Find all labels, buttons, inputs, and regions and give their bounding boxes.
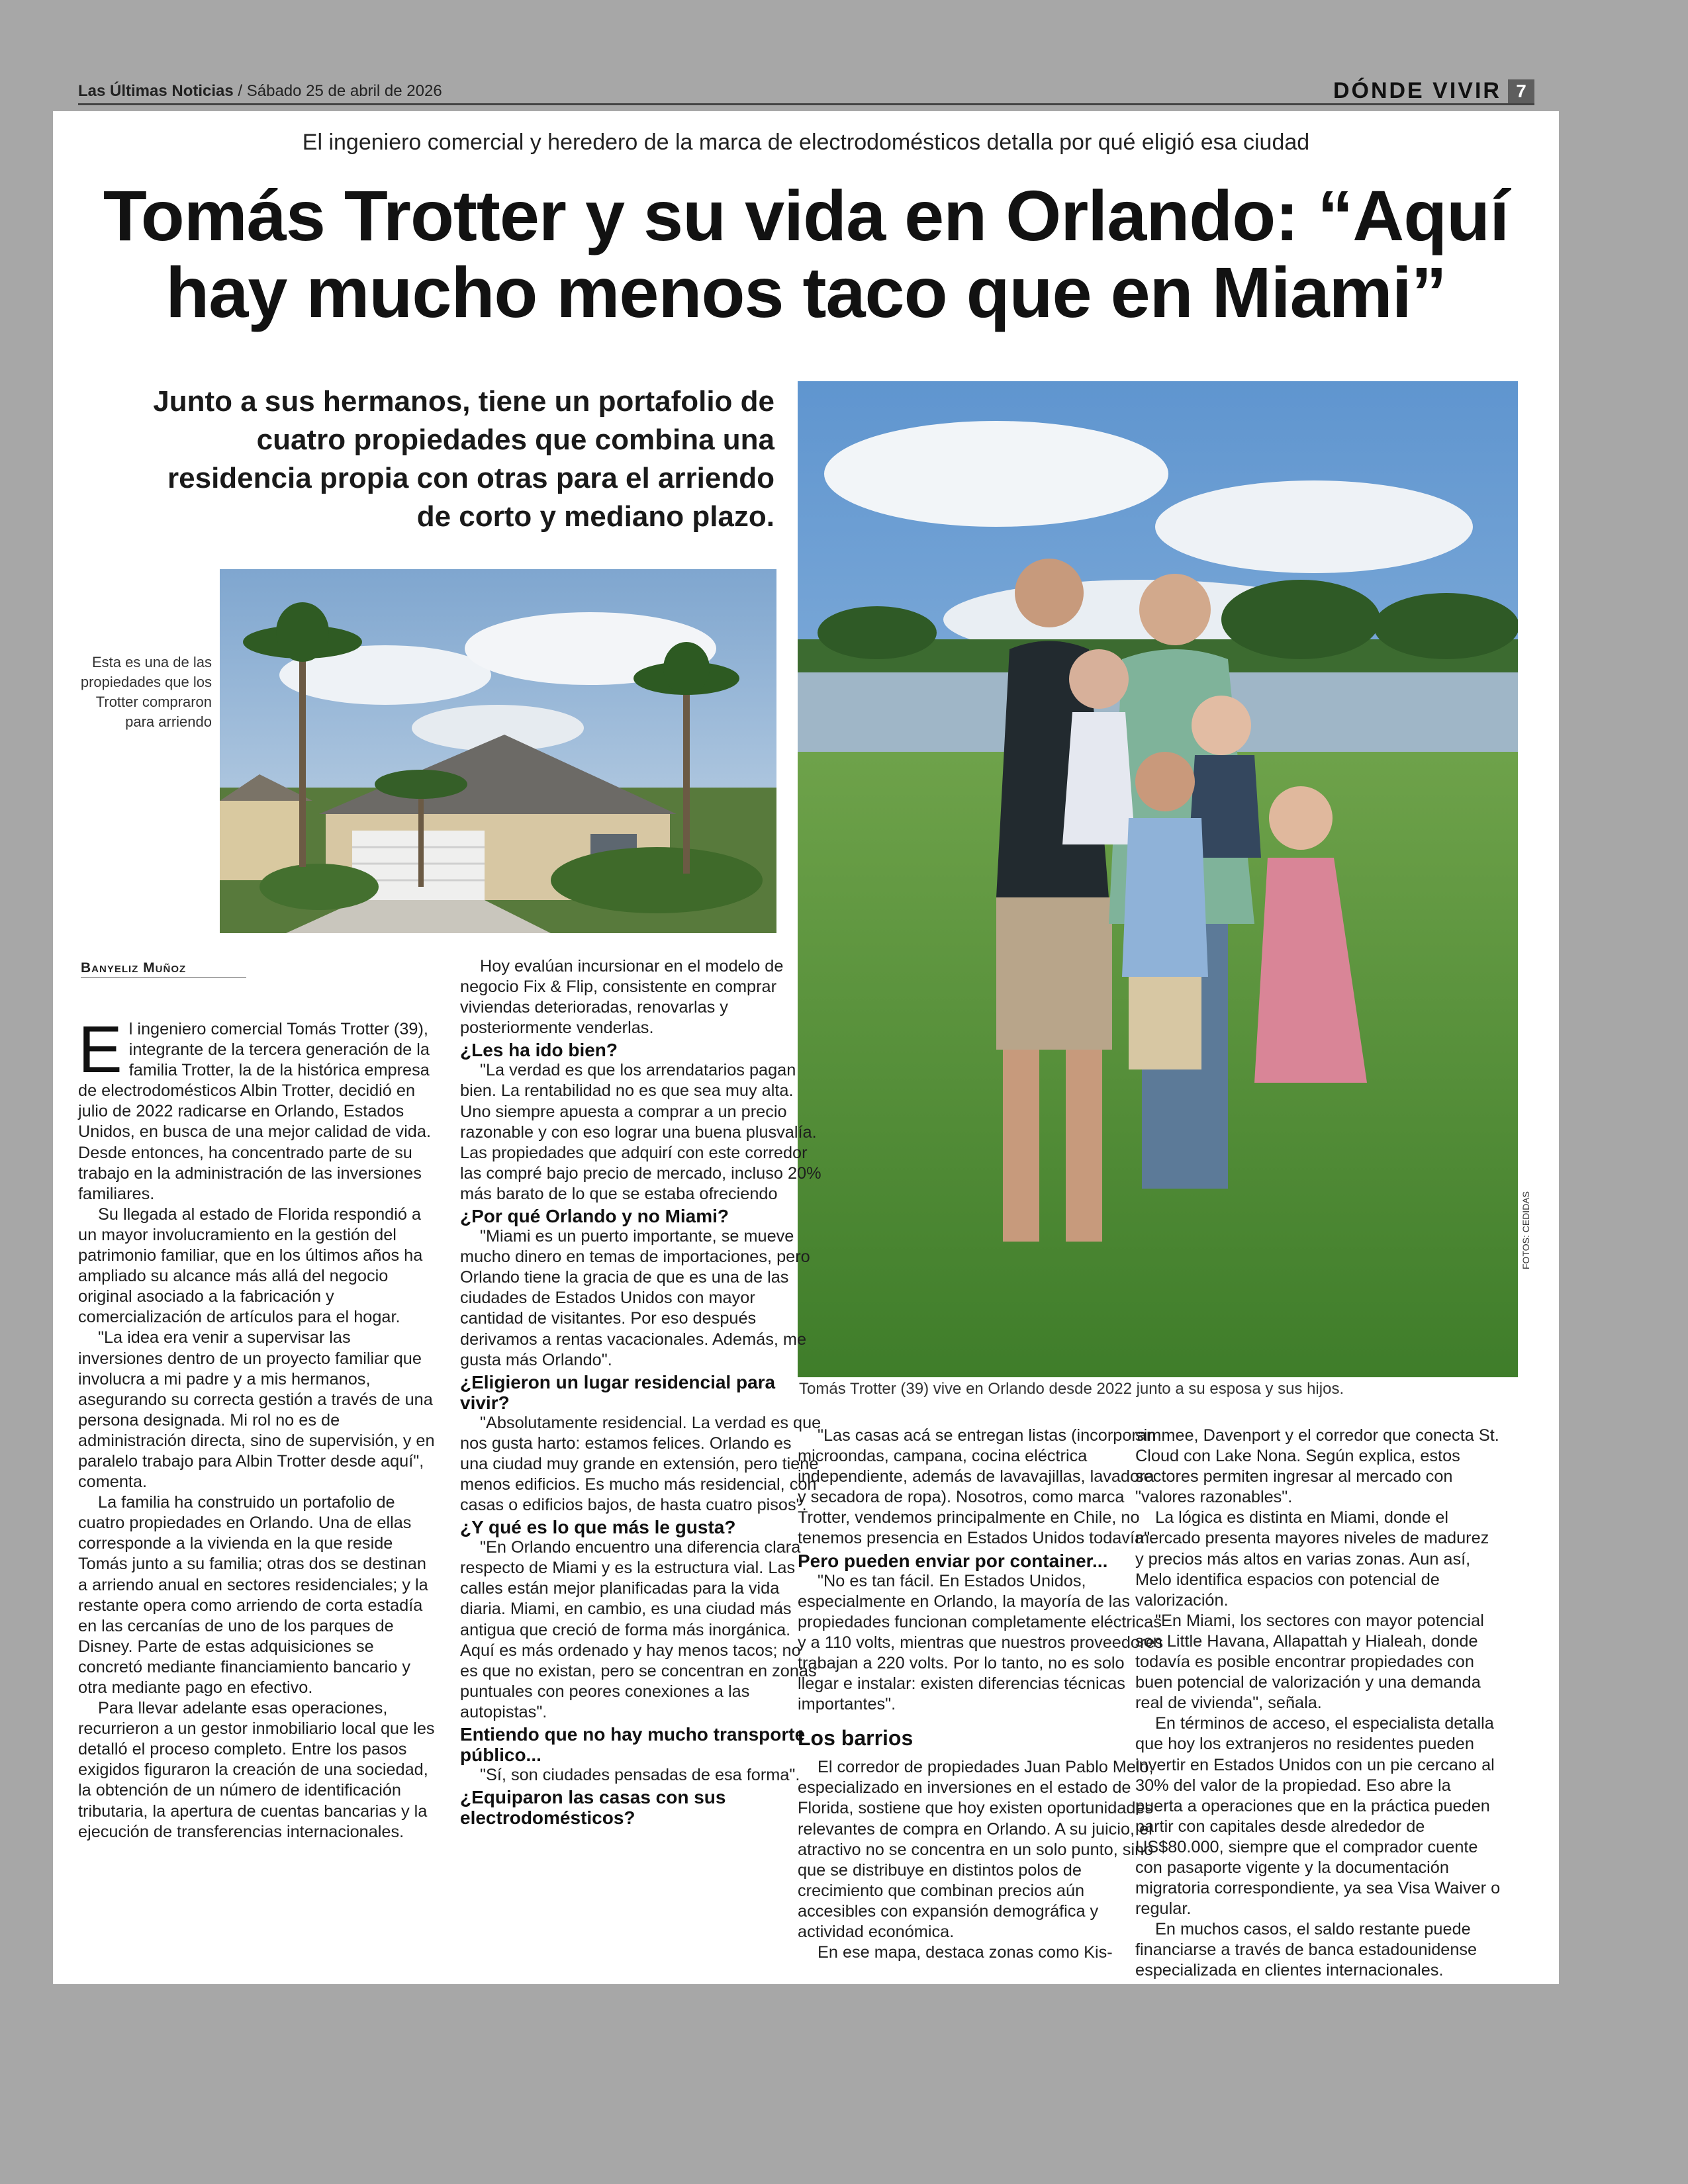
body-paragraph: "La verdad es que los arrendatarios pagan bien. La rentabilidad no es que sea muy alta. Uno siempre apuesta a comprar a un precio razonable y con eso lograr una buena plusvalía. Las propiedades que adquirí con este corredor las compré bajo precio de mercado, incluso 20% más barato de lo que se estaba ofreciendo: [460, 1061, 821, 1203]
article-kicker: El ingeniero comercial y heredero de la marca de electrodomésticos detalla por qué eligió esa ciudad: [302, 130, 1310, 155]
body-paragraph: "Miami es un puerto importante, se mueve mucho dinero en temas de importaciones, pero Orlando tiene la gracia de que es una de las ciudades de Estados Unidos con mayor cantidad de visitantes. Por eso después derivamos a rentas vacacionales. Además, me gusta más Orlando".: [460, 1227, 810, 1369]
body-paragraph: La lógica es distinta en Miami, donde el mercado presenta mayores niveles de madurez y precios más altos en varias zonas. Aun así, Melo identifica espacios con potencial de valorización.: [1135, 1508, 1489, 1610]
body-paragraph: El corredor de propiedades Juan Pablo Melo, especializado en inversiones en el estado de Florida, sostiene que hoy existen oportunidades relevantes de compra en Orlando. A su juicio, el atractivo no se concentra en un solo punto, sino que se distribuye en distintos polos de crecimiento que combinan precios aún accesibles con expansión demográfica y actividad económica.: [798, 1758, 1154, 1941]
interview-question: ¿Equiparon las casas con sus electrodomésticos?: [460, 1787, 726, 1829]
body-column-3: [798, 1426, 1164, 1963]
page-number: 7: [1508, 79, 1534, 103]
body-paragraph: En términos de acceso, el especialista detalla que hoy los extranjeros no residentes pueden invertir en Estados Unidos con un pie cercano al 30% del valor de la propiedad. Eso abre la puerta a operaciones que en la práctica pueden partir con capitales desde alrededor de US$80.000, siempre que el comprador cuente con pasaporte vigente y la documentación migratoria correspondiente, ya sea Visa Waiver o regular.: [1135, 1714, 1501, 1919]
interview-question: Entiendo que no hay mucho transporte público...: [460, 1724, 806, 1765]
interview-question: Pero pueden enviar por container...: [798, 1550, 1108, 1571]
page-folio: [78, 78, 1534, 105]
body-paragraph: En ese mapa, destaca zonas como Kis-: [818, 1943, 1113, 1962]
house-photo-caption: Esta es una de las propiedades que los Trotter compraron para arriendo: [80, 654, 212, 730]
interview-question: ¿Por qué Orlando y no Miami?: [460, 1206, 729, 1227]
folio-section: [1333, 78, 1534, 104]
interview-question: ¿Les ha ido bien?: [460, 1040, 618, 1061]
family-photo-caption: Tomás Trotter (39) vive en Orlando desde 2022 junto a su esposa y sus hijos.: [799, 1380, 1344, 1398]
article-page: [53, 111, 1559, 1984]
newspaper-name: Las Últimas Noticias: [78, 82, 234, 100]
body-column-1: [78, 1013, 440, 1843]
body-paragraph: "Absolutamente residencial. La verdad es que nos gusta harto: estamos felices. Orlando es una ciudad muy grande en extensión, pero tiene menos edificios. Es mucho más residencial, con casas o edificios bajos, de hasta cuatro pisos".: [460, 1413, 821, 1515]
issue-date: / Sábado 25 de abril de 2026: [238, 82, 442, 100]
photo-credit: FOTOS: CEDIDAS: [1521, 1191, 1531, 1269]
body-paragraph: La familia ha construido un portafolio de cuatro propiedades en Orlando. Una de ellas corresponde a la vivienda en la que reside Tomás junto a su familia; otras dos se destinan a arriendo anual en sectores residenciales; y la restante opera como arriendo de corta estadía en las cercanías de uno de los parques de Disney. Parte de estas adquisiciones se concretó mediante financiamiento bancario y otra mediante pago en efectivo.: [78, 1493, 428, 1697]
headline-line-1: Tomás Trotter y su vida en Orlando: “Aquí: [103, 175, 1509, 255]
family-photo: [798, 381, 1518, 1377]
folio-divider: [78, 103, 1534, 105]
byline: Banyeliz Muñoz: [81, 960, 187, 976]
body-paragraph: "Las casas acá se entregan listas (incorporan microondas, campana, cocina eléctrica independiente, además de lavavajillas, lavadora y secadora de ropa). Nosotros, como marca Trotter, vendemos principalmente en Chile, no tenemos presencia en Estados Unidos todavía".: [798, 1426, 1156, 1548]
folio-newspaper-date: [78, 82, 442, 101]
drop-cap: E: [78, 1013, 122, 1087]
article-headline: [73, 177, 1539, 331]
byline-rule: [81, 977, 246, 978]
body-column-4: [1135, 1426, 1501, 1981]
body-paragraph: simmee, Davenport y el corredor que conecta St. Cloud con Lake Nona. Según explica, estos sectores permiten ingresar al mercado con "valores razonables".: [1135, 1426, 1499, 1507]
body-paragraph: "La idea era venir a supervisar las inversiones dentro de un proyecto familiar que involucra a mi padre y a mis hermanos, asegurando su correcta gestión a través de una persona designada. Mi rol no es de administración directa, sino de supervisión, y en paralelo trabajo para Albin Trotter desde aquí", comenta.: [78, 1328, 435, 1492]
lead-paragraph: El ingeniero comercial Tomás Trotter (39), integrante de la tercera generación de la familia Trotter, la de la histórica empresa de electrodomésticos Albin Trotter, decidió en julio de 2022 radicarse en Orlando, Estados Unidos, en busca de una mejor calidad de vida. Desde entonces, ha concentrado parte de su trabajo en la administración de las inversiones familiares.: [78, 1013, 431, 1203]
interview-question: ¿Eligieron un lugar residencial para vivir?: [460, 1371, 776, 1413]
house-photo: [220, 569, 776, 933]
section-subhead: Los barrios: [798, 1726, 914, 1751]
headline-line-2: hay mucho menos taco que en Miami”: [165, 252, 1446, 332]
body-paragraph: Hoy evalúan incursionar en el modelo de negocio Fix & Flip, consistente en comprar viviendas deterioradas, renovarlas y posteriormente venderlas.: [460, 957, 784, 1038]
interview-question: ¿Y qué es lo que más le gusta?: [460, 1517, 736, 1538]
body-paragraph: "En Orlando encuentro una diferencia clara respecto de Miami y es la estructura vial. Las calles están mejor planificadas para la vida diaria. Miami, en cambio, es una ciudad más antigua que creció de forma más inorgánica. Aquí es más ordenado y hay menos tacos; no es que no existan, pero se concentran en zonas puntuales con peores conexiones a las autopistas".: [460, 1538, 817, 1721]
body-paragraph: "No es tan fácil. En Estados Unidos, especialmente en Orlando, la mayoría de las propiedades funcionan completamente eléctricas y a 110 volts, mientras que nuestros proveedores trabajan a 220 volts. Por lo tanto, no es solo llegar e instalar: existen diferencias técnicas importantes".: [798, 1571, 1164, 1714]
article-deck: Junto a sus hermanos, tiene un portafolio de cuatro propiedades que combina una residencia propia con otras para el arriendo de corto y mediano plazo.: [153, 385, 774, 533]
body-paragraph: "En Miami, los sectores con mayor potencial son Little Havana, Allapattah y Hialeah, donde todavía es posible encontrar propiedades con buen potencial de valorización y una demanda real de vivienda", señala.: [1135, 1611, 1484, 1713]
body-column-2: [460, 956, 822, 1828]
body-paragraph: Su llegada al estado de Florida respondió a un mayor involucramiento en la gestión del patrimonio familiar, que en los últimos años ha ampliado su alcance más allá del negocio original asociado a la fabricación y comercialización de artículos para el hogar.: [78, 1205, 423, 1327]
body-paragraph: En muchos casos, el saldo restante puede financiarse a través de banca estadounidense especializada en clientes internacionales.: [1135, 1920, 1477, 1980]
body-paragraph: Para llevar adelante esas operaciones, recurrieron a un gestor inmobiliario local que les detalló el proceso completo. Entre los pasos exigidos figuraron la creación de una sociedad, la obtención de un número de identificación tributaria, la apertura de cuentas bancarias y la ejecución de transferencias internacionales.: [78, 1699, 435, 1841]
body-paragraph: "Sí, son ciudades pensadas de esa forma".: [480, 1766, 800, 1784]
section-name: DÓNDE VIVIR: [1333, 78, 1501, 103]
